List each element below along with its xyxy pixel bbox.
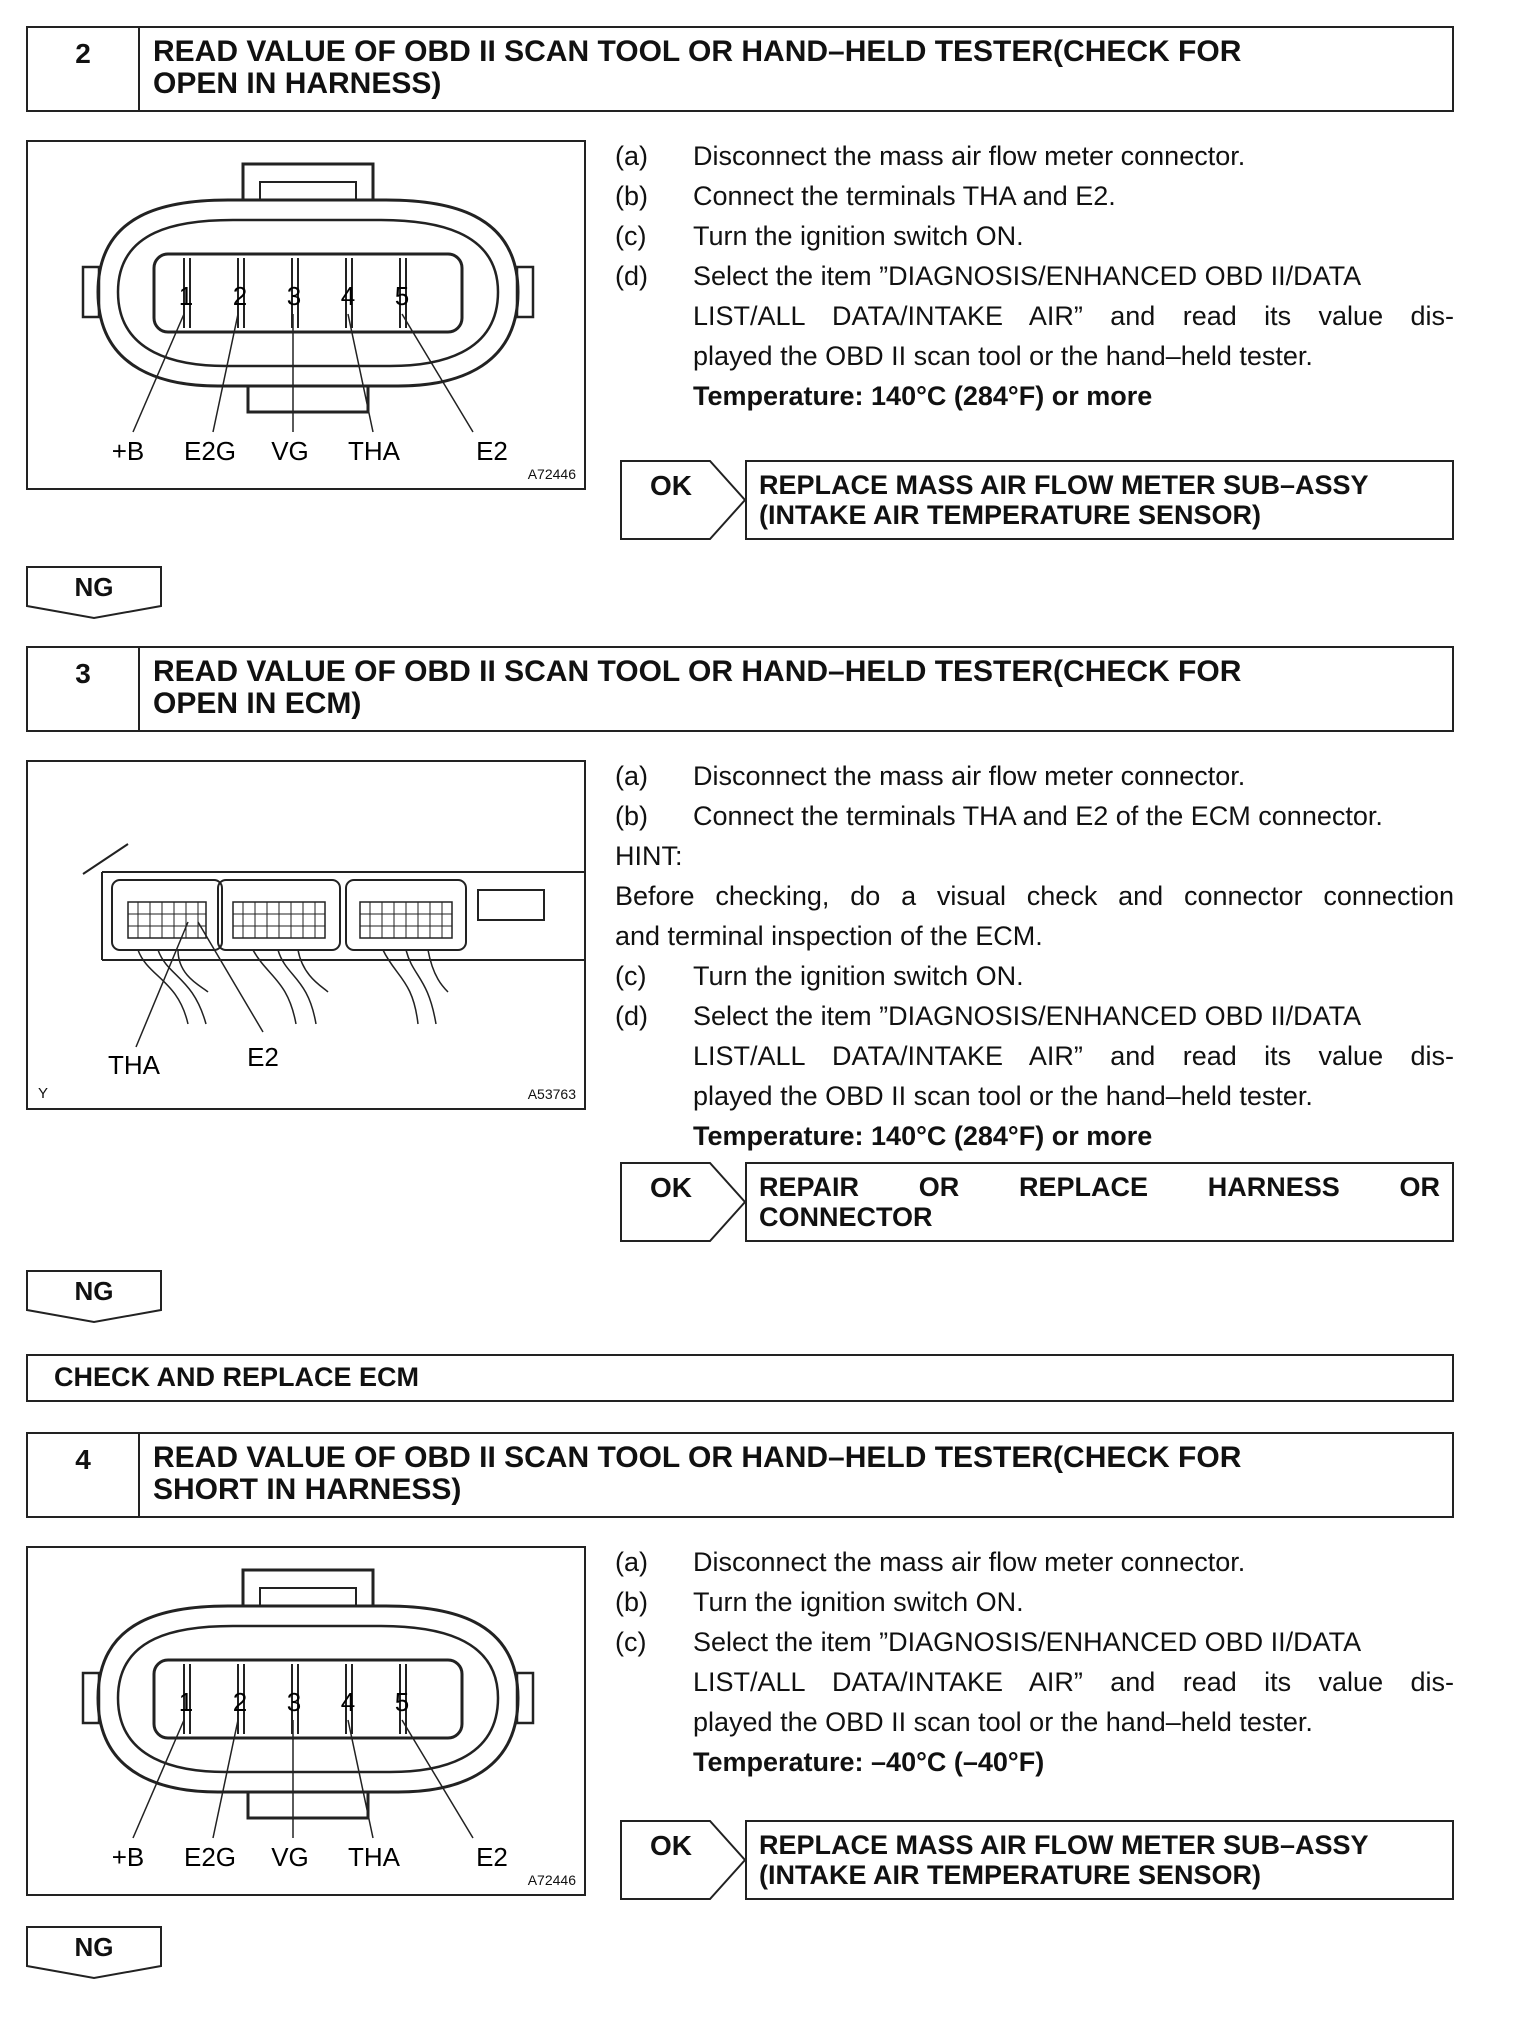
ng-label: NG (74, 1276, 114, 1306)
temperature-spec: Temperature: 140°C (284°F) or more (693, 381, 1153, 411)
pin-5: 5 (394, 281, 410, 311)
pin-2: 2 (232, 1687, 248, 1717)
ng-branch-step-2 (26, 566, 162, 618)
pin-2: 2 (232, 281, 248, 311)
terminal-label-b: +B (111, 1842, 145, 1872)
connector-figure-step-4 (26, 1546, 586, 1896)
hint-text: Before checking, do a visual check and connector connection (615, 881, 1454, 911)
ng-label: NG (74, 572, 114, 602)
temperature-spec: Temperature: 140°C (284°F) or more (693, 1121, 1153, 1151)
ng-label: NG (74, 1932, 114, 1962)
step-number: 2 (28, 28, 140, 110)
pin-4: 4 (340, 281, 356, 311)
check-and-replace-ecm-box: CHECK AND REPLACE ECM (26, 1354, 1454, 1402)
terminal-label-e2g: E2G (183, 1842, 237, 1872)
step-title: READ VALUE OF OBD II SCAN TOOL OR HAND–HELD TESTER(CHECK FOR SHORT IN HARNESS) (153, 1441, 1242, 1506)
ok-label: OK (650, 1172, 692, 1203)
figure-code: A53763 (527, 1086, 576, 1102)
instruction-d-cont2: played the OBD II scan tool or the hand–held tester. (693, 1081, 1313, 1111)
temperature-spec: Temperature: –40°C (–40°F) (693, 1747, 1045, 1777)
step-title: READ VALUE OF OBD II SCAN TOOL OR HAND–HELD TESTER(CHECK FOR OPEN IN HARNESS) (153, 35, 1242, 100)
connector-figure-step-2 (26, 140, 586, 490)
ok-result-step-4 (620, 1820, 1454, 1900)
terminal-label-e2: E2 (476, 436, 508, 466)
ok-action: REPLACE MASS AIR FLOW METER SUB–ASSY (INTAKE AIR TEMPERATURE SENSOR) (745, 1820, 1454, 1900)
instruction-d-cont2: played the OBD II scan tool or the hand–held tester. (693, 341, 1313, 371)
terminal-label-tha: THA (348, 1842, 400, 1872)
instruction-d-cont: LIST/ALL DATA/INTAKE AIR” and read its value dis- (693, 1041, 1454, 1071)
pin-4: 4 (340, 1687, 356, 1717)
figure-code: A72446 (527, 466, 576, 482)
hint-label: HINT: (615, 841, 683, 871)
terminal-label-vg: VG (271, 436, 309, 466)
ok-label: OK (650, 470, 692, 501)
hint-text-cont: and terminal inspection of the ECM. (615, 921, 1043, 951)
pin-1: 1 (178, 281, 194, 311)
ng-branch-step-4 (26, 1926, 162, 1978)
step-number: 4 (28, 1434, 140, 1516)
figure-corner-mark: Y (38, 1085, 49, 1102)
ok-action: REPAIR OR REPLACE HARNESS OR CONNECTOR (745, 1162, 1454, 1242)
mass-air-flow-connector-diagram (28, 142, 584, 488)
instruction-c-cont: LIST/ALL DATA/INTAKE AIR” and read its value dis- (693, 1667, 1454, 1697)
ok-action: REPLACE MASS AIR FLOW METER SUB–ASSY (INTAKE AIR TEMPERATURE SENSOR) (745, 460, 1454, 540)
step-2-header (26, 26, 1454, 112)
terminal-label-e2g: E2G (183, 436, 237, 466)
ecm-connector-figure (26, 760, 586, 1110)
step-3-header (26, 646, 1454, 732)
pin-3: 3 (286, 1687, 302, 1717)
step-title: READ VALUE OF OBD II SCAN TOOL OR HAND–HELD TESTER(CHECK FOR OPEN IN ECM) (153, 655, 1242, 720)
terminal-label-b: +B (111, 436, 145, 466)
step-4-header (26, 1432, 1454, 1518)
ecm-label-e2: E2 (247, 1042, 279, 1072)
pin-1: 1 (178, 1687, 194, 1717)
terminal-label-tha: THA (348, 436, 400, 466)
mass-air-flow-connector-diagram (28, 1548, 584, 1894)
instruction-c-cont2: played the OBD II scan tool or the hand–held tester. (693, 1707, 1313, 1737)
step-number: 3 (28, 648, 140, 730)
ok-result-step-3 (620, 1162, 1454, 1242)
pin-3: 3 (286, 281, 302, 311)
figure-code: A72446 (527, 1872, 576, 1888)
terminal-label-vg: VG (271, 1842, 309, 1872)
ecm-connector-diagram (28, 762, 584, 1108)
pin-5: 5 (394, 1687, 410, 1717)
ng-branch-step-3 (26, 1270, 162, 1322)
instruction-d-cont: LIST/ALL DATA/INTAKE AIR” and read its value dis- (693, 301, 1454, 331)
terminal-label-e2: E2 (476, 1842, 508, 1872)
ok-result-step-2 (620, 460, 1454, 540)
ok-label: OK (650, 1830, 692, 1861)
ecm-label-tha: THA (108, 1050, 160, 1080)
